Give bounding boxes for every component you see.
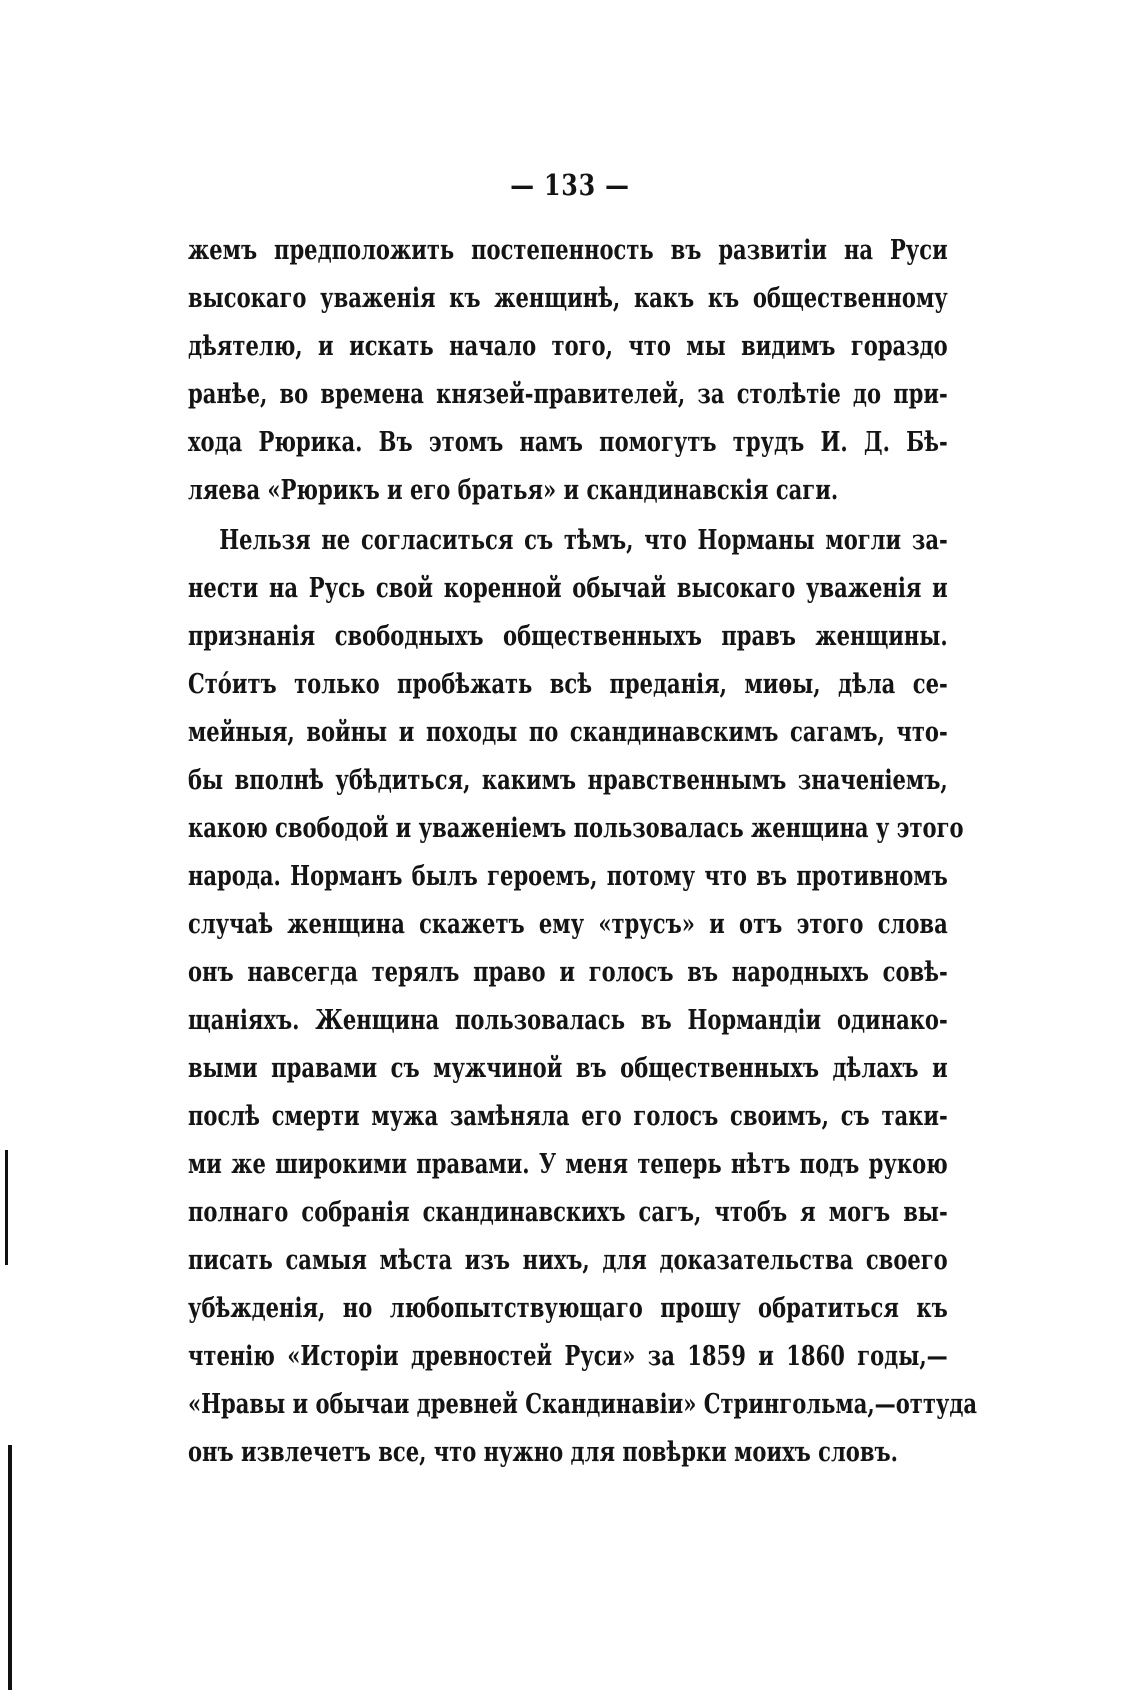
text-line: «Нравы и обычаи древней Скандинавiи» Стрингольма,—оттуда — [188, 1389, 978, 1420]
text-line: хода Рюрика. Въ этомъ намъ помогутъ трудъ И. Д. Бѣ- — [188, 427, 948, 458]
text-line: Нельзя не согласиться съ тѣмъ, что Норманы могли за- — [219, 525, 948, 556]
text-line: полнаго собранiя скандинавскихъ сагъ, чтобъ я могъ вы- — [188, 1197, 948, 1228]
text-line: жемъ предположить постепенность въ развитiи на Руси — [188, 235, 948, 266]
text-line: выми правами съ мужчиной въ общественныхъ дѣлахъ и — [188, 1053, 948, 1084]
text-line: онъ навсегда терялъ право и голосъ въ народныхъ совѣ- — [188, 957, 948, 988]
text-line: случаѣ женщина скажетъ ему «трусъ» и отъ этого слова — [188, 909, 948, 940]
text-line: признанiя свободныхъ общественныхъ правъ женщины. — [188, 621, 948, 652]
text-line: послѣ смерти мужа замѣняла его голосъ своимъ, съ таки- — [188, 1101, 948, 1132]
text-line: ранѣе, во времена князей-правителей, за столѣтiе до при- — [188, 379, 948, 410]
text-line: бы вполнѣ убѣдиться, какимъ нравственнымъ значенiемъ, — [188, 765, 948, 796]
text-line: онъ извлечетъ все, что нужно для повѣрки моихъ словъ. — [188, 1437, 898, 1468]
page-number: — 133 — — [510, 168, 630, 202]
scan-edge-mark-bottom — [8, 1445, 12, 1690]
text-line: убѣжденiя, но любопытствующаго прошу обратиться къ — [188, 1293, 948, 1324]
text-line: чтенiю «Исторiи древностей Руси» за 1859 и 1860 годы,— — [188, 1341, 948, 1372]
text-line: народа. Норманъ былъ героемъ, потому что въ противномъ — [188, 861, 948, 892]
text-line: нести на Русь свой коренной обычай высокаго уваженiя и — [188, 573, 948, 604]
text-line: щанiяхъ. Женщина пользовалась въ Нормандiи одинако- — [188, 1005, 948, 1036]
text-line: писать самыя мѣста изъ нихъ, для доказательства своего — [188, 1245, 948, 1276]
text-line: высокаго уваженiя къ женщинѣ, какъ къ общественному — [188, 283, 948, 314]
text-line: дѣятелю, и искать начало того, что мы видимъ гораздо — [188, 331, 948, 362]
text-line: ляева «Рюрикъ и его братья» и скандинавскiя саги. — [188, 475, 839, 506]
text-line: какою свободой и уваженiемъ пользовалась женщина у этого — [188, 813, 964, 844]
scan-edge-mark-top — [5, 1150, 8, 1265]
body-text — [188, 227, 978, 1477]
text-line: мейныя, войны и походы по скандинавскимъ сагамъ, что- — [188, 717, 948, 748]
text-line: ми же широкими правами. У меня теперь нѣтъ подъ рукою — [188, 1149, 948, 1180]
text-line: Стóитъ только пробѣжать всѣ преданiя, миѳы, дѣла се- — [188, 669, 948, 700]
